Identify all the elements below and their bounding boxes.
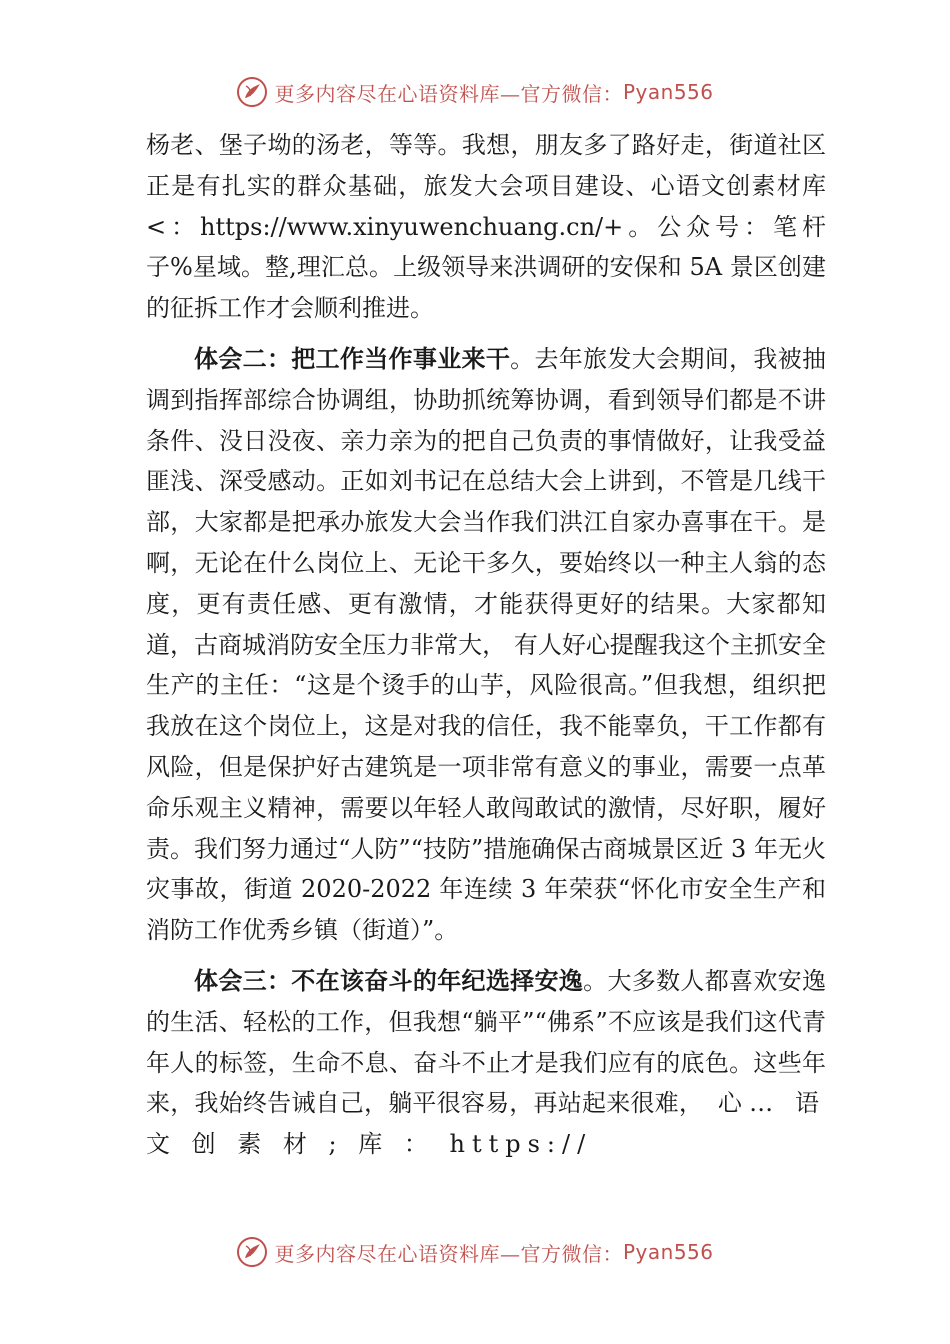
- banner-text: 更多内容尽在心语资料库—官方微信：: [274, 1241, 623, 1266]
- header-watermark-banner: [0, 72, 950, 112]
- paragraph-1: [146, 125, 826, 329]
- flower-logo-icon: [236, 1236, 268, 1268]
- banner-wechat-id: Pyan556: [622, 80, 714, 104]
- paragraph-1-body: 杨老、堡子坳的汤老，等等。我想，朋友多了路好走，街道社区正是有扎实的群众基础，旅发大会项目建设、心语文创素材库<：https://www.xinyuwenchuang.cn/+。公众号：笔杆子%星域。整,理汇总。上级领导来洪调研的安保和 5A 景区创建的征拆工作才会顺利推进。: [146, 131, 826, 323]
- paragraph-3: [146, 961, 826, 1165]
- paragraph-3-heading: 体会三：不在该奋斗的年纪选择安逸: [194, 966, 584, 995]
- paragraph-3-body: 。大多数人都喜欢安逸的生活、轻松的工作，但我想“躺平”“佛系”不应该是我们这代青年人的标签，生命不息、奋斗不止才是我们应有的底色。这些年来，我始终告诫自己，躺平很容易，再站起来很难，: [146, 966, 827, 1118]
- flower-logo-icon: [236, 76, 268, 108]
- footer-watermark-banner: [0, 1232, 950, 1272]
- paragraph-3-tail: 心… 语 文 创 素 材 ; 库 ： https://: [146, 1089, 826, 1159]
- paragraph-2-body: 。去年旅发大会期间，我被抽调到指挥部综合协调组，协助抓统筹协调，看到领导们都是不讲条件、没日没夜、亲力亲为的把自己负责的事情做好，让我受益匪浅、深受感动。正如刘书记在总结大会上讲到，不管是几线干部，大家都是把承办旅发大会当作我们洪江自家办喜事在干。是啊，无论在什么岗位上、无论干多久，要始终以一种主人翁的态度，更有责任感、更有激情，才能获得更好的结果。大家都知道，古商城消防安全压力非常大， 有人好心提醒我这个主抓安全生产的主任：“这是个烫手的山芋，风险很高。”但我想，组织把我放在这个岗位上，这是对我的信任，我不能辜负，干工作都有风险，但是保护好古建筑是一项非常有意义的事业，需要一点革命乐观主义精神，需要以年轻人敢闯敢试的激情，尽好职，履好责。我们努力通过“人防”“技防”措施确保古商城景区近 3 年无火灾事故，街道 2020-2022 年连续 3 年荣获“怀化市安全生产和消防工作优秀乡镇（街道）”。: [146, 344, 827, 945]
- banner-text: 更多内容尽在心语资料库—官方微信：: [274, 81, 623, 106]
- banner-wechat-id: Pyan556: [622, 1240, 714, 1264]
- paragraph-2: [146, 339, 826, 951]
- document-body: [146, 125, 826, 1165]
- paragraph-2-heading: 体会二：把工作当作事业来干: [194, 344, 511, 373]
